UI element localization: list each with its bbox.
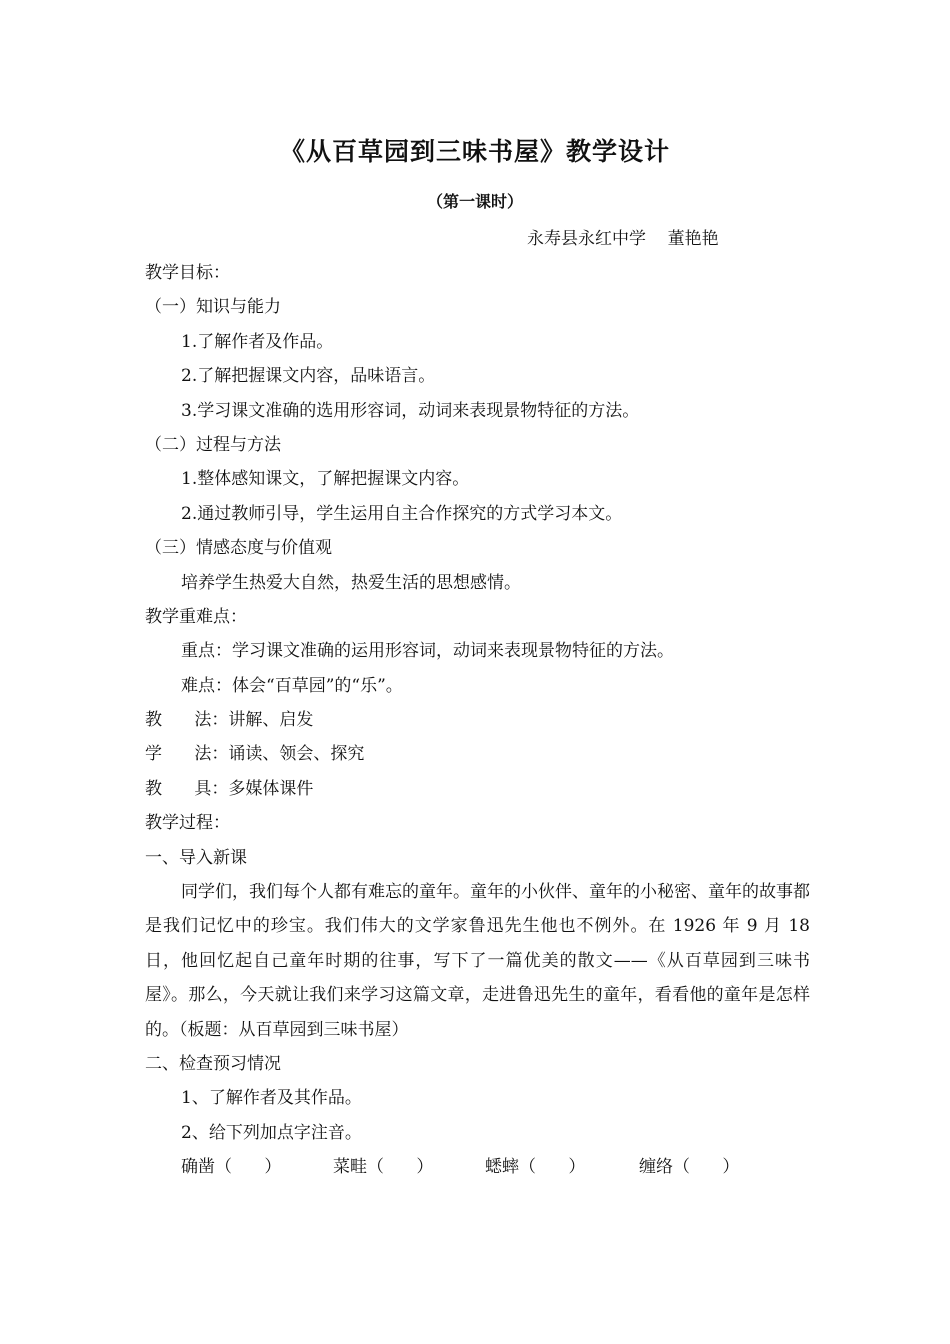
lesson-subtitle: （第一课时） bbox=[426, 192, 523, 211]
list-item: 1、了解作者及其作品。 bbox=[181, 1088, 362, 1109]
objectives-heading: 教学目标： bbox=[145, 263, 230, 283]
learning-method: 学 法：诵读、领会、探究 bbox=[145, 744, 365, 765]
document-title: 《从百草园到三味书屋》教学设计 bbox=[279, 137, 670, 166]
section-heading-knowledge: （一）知识与能力 bbox=[145, 297, 281, 318]
process-heading: 教学过程： bbox=[145, 813, 230, 834]
difficulty-point: 难点：体会“百草园”的“乐”。 bbox=[181, 675, 403, 696]
focus-point: 重点：学习课文准确的运用形容词，动词来表现景物特征的方法。 bbox=[181, 641, 674, 662]
section-heading-process: （二）过程与方法 bbox=[145, 434, 281, 455]
section-heading-values: （三）情感态度与价值观 bbox=[145, 538, 332, 559]
document-body bbox=[145, 256, 810, 1185]
pronunciation-item: 蟋蟀（ ） bbox=[485, 1157, 586, 1178]
key-points-heading: 教学重难点： bbox=[145, 606, 247, 627]
step-heading-intro: 一、导入新课 bbox=[145, 847, 247, 868]
list-item: 2、给下列加点字注音。 bbox=[181, 1122, 362, 1143]
pronunciation-row bbox=[145, 1150, 810, 1184]
intro-paragraph: 同学们，我们每个人都有难忘的童年。童年的小伙伴、童年的小秘密、童年的故事都是我们记忆中的珍宝。我们伟大的文学家鲁迅先生他也不例外。在 1926 年 9 月 18 日，他回忆起自己童年时期的往事，写下了一篇优美的散文——《从百草园到三味书屋》。那么，今天就让我们来学习这篇文章，走进鲁迅先生的童年，看看他的童年是怎样的。（板题：从百草园到三味书屋） bbox=[145, 882, 810, 1040]
list-item: 2.了解把握课文内容，品味语言。 bbox=[181, 366, 436, 387]
list-item: 1.整体感知课文，了解把握课文内容。 bbox=[181, 469, 470, 490]
teaching-method: 教 法：讲解、启发 bbox=[145, 710, 314, 731]
list-item: 2.通过教师引导，学生运用自主合作探究的方式学习本文。 bbox=[181, 503, 623, 524]
pronunciation-item: 缠络（ ） bbox=[639, 1157, 740, 1178]
author-line: 永寿县永红中学 董艳艳 bbox=[527, 229, 719, 249]
list-item: 3.学习课文准确的选用形容词，动词来表现景物特征的方法。 bbox=[181, 400, 640, 421]
list-item: 培养学生热爱大自然，热爱生活的思想感情。 bbox=[181, 572, 521, 593]
step-heading-preview: 二、检查预习情况 bbox=[145, 1054, 281, 1075]
list-item: 1.了解作者及作品。 bbox=[181, 331, 334, 352]
teaching-tools: 教 具：多媒体课件 bbox=[145, 778, 314, 799]
pronunciation-item: 确凿（ ） bbox=[181, 1157, 282, 1178]
pronunciation-item: 菜畦（ ） bbox=[333, 1157, 434, 1178]
